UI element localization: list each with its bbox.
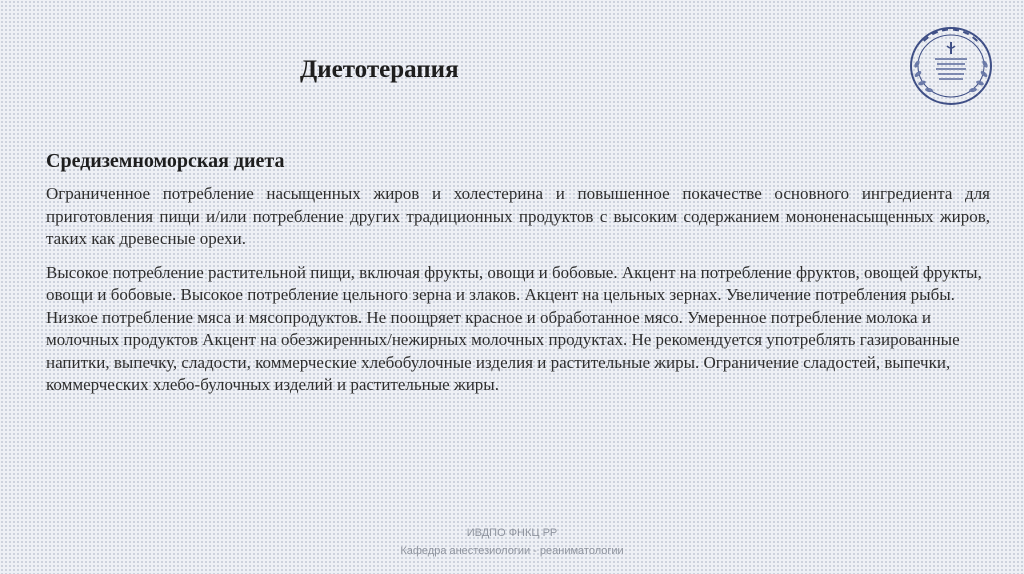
institution-logo: [905, 24, 997, 112]
paragraph-foods: Высокое потребление растительной пищи, включая фрукты, овощи и бобовые. Акцент на потребление фруктов, овощей фрукты, овощи и бобовые. Высокое потребление цельного зерна и злаков. Акцент на цельных зернах. Увеличение потребления рыбы. Низкое потребление мяса и мясопродуктов. Не поощряет красное и обработанное мясо. Умеренное потребление молока и молочных продуктов Акцент на обезжиренных/нежирных молочных продуктах. Не рекомендуется употреблять газированные напитки, выпечку, сладости, коммерческие хлебобулочные изделия и растительные жиры. Ограничение сладостей, выпечки, коммерческих хлебо-булочных изделий и растительные жиры.: [46, 262, 982, 394]
footer-department: Кафедра анестезиологии - реаниматологии: [400, 545, 624, 557]
slide-content: [46, 150, 990, 397]
slide-title: Диетотерапия: [300, 56, 459, 83]
footer-institute: ИВДПО ФНКЦ РР: [466, 527, 558, 539]
paragraph-fats: Ограниченное потребление насыщенных жиров и холестерина и повышенное покачестве основного ингредиента для приготовления пищи и/или потребление других традиционных продуктов с высоким содержанием мононенасыщенных жиров, таких как древесные орехи.: [46, 184, 990, 248]
section-heading: Средиземноморская диета: [46, 150, 285, 172]
institution-emblem-icon: [905, 24, 997, 112]
